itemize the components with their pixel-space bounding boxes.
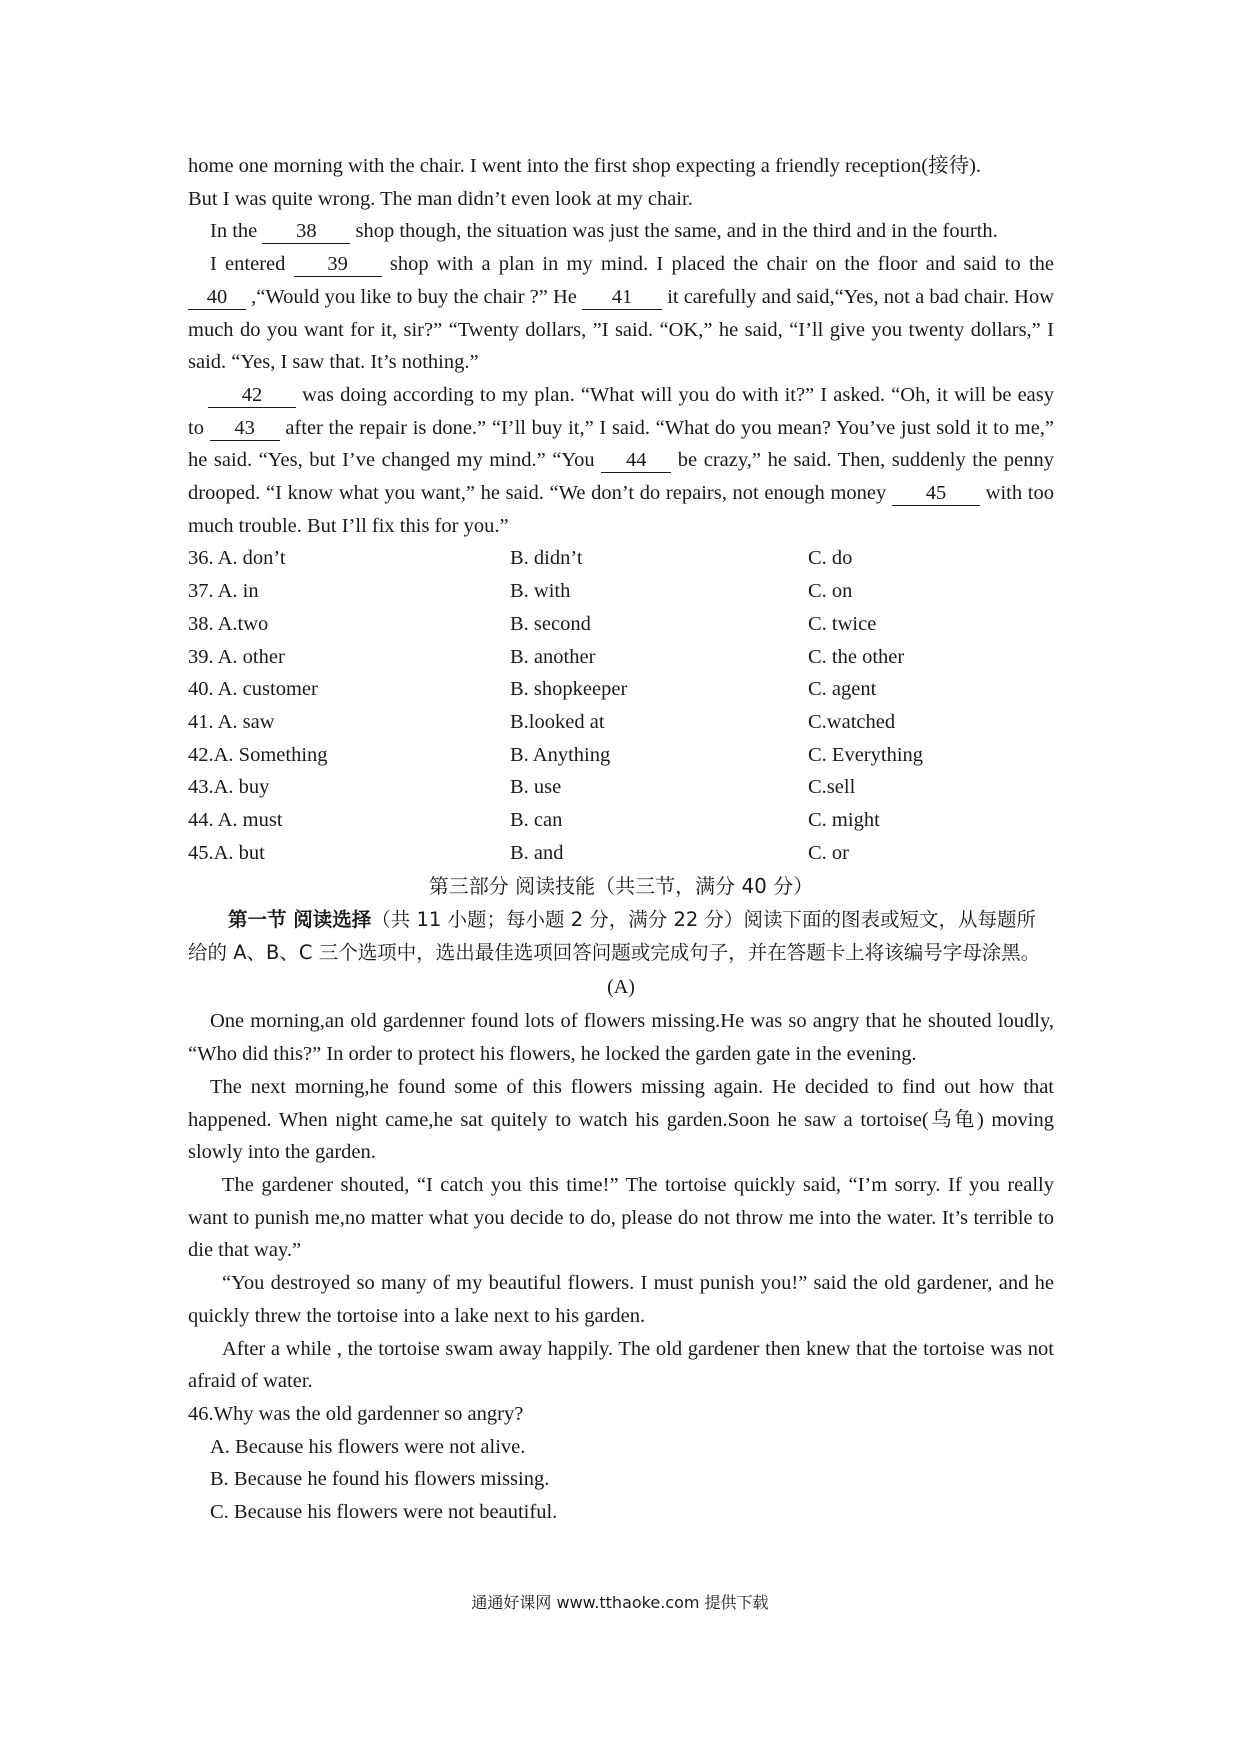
option-c: C. Everything <box>808 743 924 766</box>
question-46-stem: 46.Why was the old gardenner so angry? <box>188 1402 524 1425</box>
section-instructions <box>188 903 1054 969</box>
option-c: C.sell <box>808 776 856 799</box>
option-c: C. do <box>808 547 853 570</box>
passage-paragraph-3 <box>188 248 1054 379</box>
option-row-44 <box>188 804 1054 837</box>
option-a: 37. A. in <box>188 580 259 603</box>
section-title: 第一节 阅读选择 <box>228 908 372 932</box>
blank-43: 43 <box>210 416 280 441</box>
page-footer: 通通好课网 www.tthaoke.com 提供下载 <box>471 1593 769 1612</box>
option-c: C. or <box>808 841 849 864</box>
passage-label-a: (A) <box>607 976 635 999</box>
option-a: 45.A. but <box>188 841 265 864</box>
option-row-40 <box>188 673 1054 706</box>
part-three-heading: 第三部分 阅读技能（共三节，满分 40 分） <box>428 874 814 899</box>
blank-39: 39 <box>294 252 382 277</box>
passage-text: after the repair is done.” “I’ll buy it,” I said. “What do you mean? You’ve just sold it to me,” he said. “Yes, but I’ve changed my mind.” “You <box>188 416 1055 472</box>
option-row-42 <box>188 739 1054 772</box>
question-46-option-a: A. Because his flowers were not alive. <box>210 1435 526 1458</box>
option-a: 38. A.two <box>188 612 269 635</box>
option-row-43 <box>188 771 1054 804</box>
passage-text: ,“Would you like to buy the chair ?” He <box>251 285 577 308</box>
passage-text: But I was quite wrong. The man didn’t even look at my chair. <box>188 187 693 210</box>
blank-38: 38 <box>262 219 350 244</box>
passage-paragraph-4 <box>188 379 1054 543</box>
passage-text: home one morning with the chair. I went into the first shop expecting a friendly reception(接待). <box>188 155 982 177</box>
passage-text: In the <box>210 220 258 243</box>
passage-text: was doing according to my plan. “What will you do with it?” I asked. “Oh, it will be easy to <box>188 383 1055 439</box>
reading-paragraph-1: One morning,an old gardenner found lots of flowers missing.He was so angry that he shouted loudly, “Who did this?” In order to protect his flowers, he locked the garden gate in the evening. <box>188 1010 1054 1066</box>
option-row-36 <box>188 542 1054 575</box>
document-page <box>188 150 1054 1529</box>
option-a: 36. A. don’t <box>188 547 286 570</box>
option-c: C. twice <box>808 612 877 635</box>
blank-40: 40 <box>188 285 246 310</box>
option-c: C. the other <box>808 645 905 668</box>
blank-44: 44 <box>601 448 671 473</box>
option-a: 44. A. must <box>188 809 283 832</box>
option-row-37 <box>188 575 1054 608</box>
option-c: C. agent <box>808 678 877 701</box>
options-list <box>188 542 1054 869</box>
blank-45: 45 <box>892 481 980 506</box>
option-b: B. and <box>510 841 564 864</box>
passage-text: be crazy,” he said. Then, suddenly the penny drooped. “I know what you want,” he said. “We don’t do repairs, not enough money <box>188 449 1055 505</box>
option-b: B. another <box>510 645 596 668</box>
section-text: （共 11 小题；每小题 2 分，满分 22 分）阅读下面的图表或短文，从每题所给的 A、B、C 三个选项中，选出最佳选项回答问题或完成句子，并在答题卡上将该编号字母涂黑。 <box>188 908 1041 965</box>
passage-text: shop though, the situation was just the same, and in the third and in the fourth. <box>355 220 998 243</box>
passage-text: it carefully and said,“Yes, not a bad chair. How much do you want for it, sir?” “Twenty dollars, ”I said. “OK,” he said, “I’ll give you twenty dollars,” I said. “Yes, I saw that. It’s nothing.” <box>188 285 1055 374</box>
question-46-option-b: B. Because he found his flowers missing. <box>210 1468 550 1491</box>
passage-text: shop with a plan in my mind. I placed the chair on the floor and said to the <box>389 253 1055 276</box>
option-row-45 <box>188 837 1054 870</box>
option-b: B. use <box>510 776 562 799</box>
option-a: 39. A. other <box>188 645 285 668</box>
option-b: B. shopkeeper <box>510 678 628 701</box>
reading-paragraph-5: After a while , the tortoise swam away happily. The old gardener then knew that the tortoise was not afraid of water. <box>188 1337 1054 1393</box>
passage-paragraph-2 <box>188 215 1054 248</box>
passage-text: I entered <box>210 253 286 276</box>
question-46-option-c: C. Because his flowers were not beautiful. <box>210 1501 558 1524</box>
option-row-38 <box>188 608 1054 641</box>
option-b: B.looked at <box>510 710 605 733</box>
option-a: 40. A. customer <box>188 678 318 701</box>
option-row-39 <box>188 641 1054 674</box>
passage-paragraph-1 <box>188 150 1054 215</box>
option-a: 41. A. saw <box>188 710 275 733</box>
option-b: B. can <box>510 809 563 832</box>
option-b: B. Anything <box>510 743 611 766</box>
option-c: C. might <box>808 809 880 832</box>
option-b: B. with <box>510 580 571 603</box>
blank-42: 42 <box>208 383 296 408</box>
reading-paragraph-2: The next morning,he found some of this flowers missing again. He decided to find out how that happened. When night came,he sat quitely to watch his garden.Soon he saw a tortoise(乌龟) moving slowly into the garden. <box>188 1075 1054 1164</box>
option-row-41 <box>188 706 1054 739</box>
option-a: 43.A. buy <box>188 776 270 799</box>
reading-paragraph-3: The gardener shouted, “I catch you this time!” The tortoise quickly said, “I’m sorry. If you really want to punish me,no matter what you decide to do, please do not throw me into the water. It’s terrible to die that way.” <box>188 1173 1054 1262</box>
option-c: C.watched <box>808 710 896 733</box>
reading-paragraph-4: “You destroyed so many of my beautiful flowers. I must punish you!” said the old gardener, and he quickly threw the tortoise into a lake next to his garden. <box>188 1272 1054 1327</box>
option-b: B. second <box>510 612 591 635</box>
option-b: B. didn’t <box>510 547 583 570</box>
option-a: 42.A. Something <box>188 743 328 766</box>
blank-41: 41 <box>582 285 662 310</box>
passage-text: with too much trouble. But I’ll fix this for you.” <box>188 482 1054 537</box>
option-c: C. on <box>808 580 853 603</box>
